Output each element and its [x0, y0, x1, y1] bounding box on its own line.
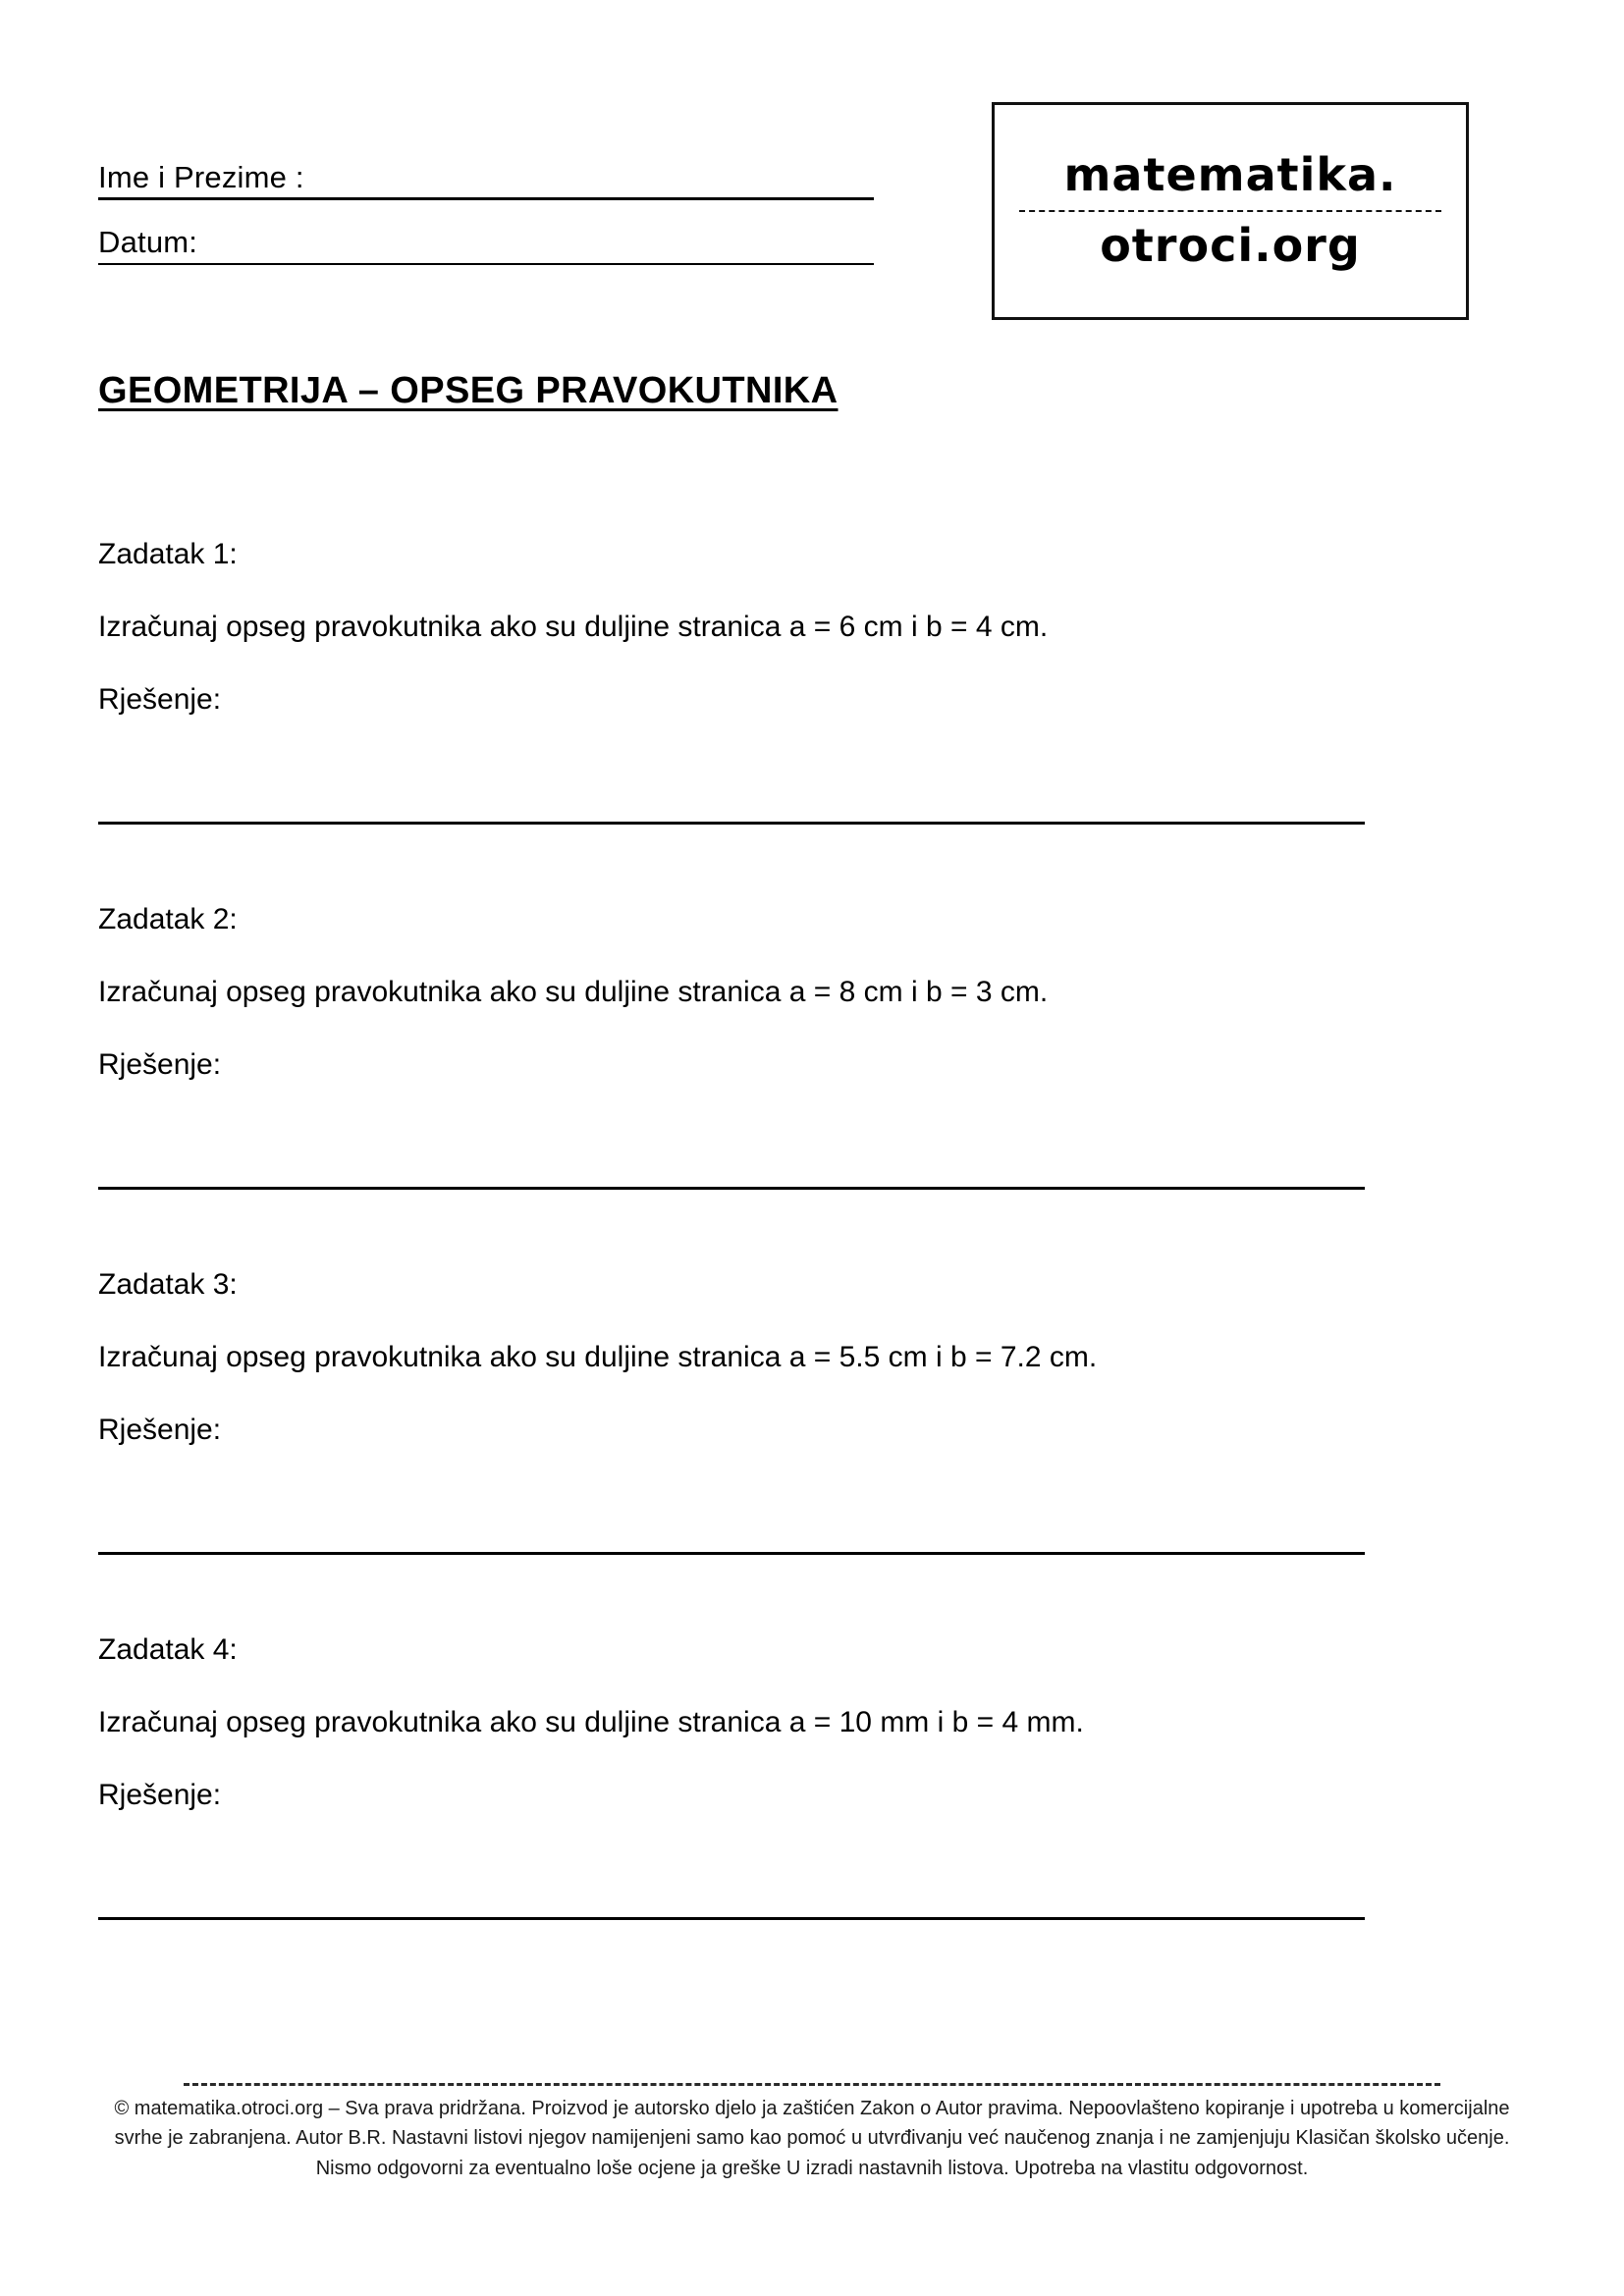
task-solution-label: Rješenje: — [98, 1048, 222, 1081]
footer-divider — [184, 2083, 1440, 2086]
task-solution-label: Rješenje: — [98, 683, 222, 716]
page-title: GEOMETRIJA – OPSEG PRAVOKUTNIKA — [98, 370, 839, 412]
name-field-label: Ime i Prezime : — [98, 160, 304, 194]
logo-line-primary: matematika. — [1063, 148, 1397, 202]
logo-divider — [1019, 210, 1441, 212]
task-solution-label: Rješenje: — [98, 1779, 222, 1811]
task-question-text: Izračunaj opseg pravokutnika ako su duljine stranica a = 6 cm i b = 4 cm. — [98, 611, 1049, 643]
name-field-writing-line[interactable] — [98, 197, 874, 200]
task-answer-line[interactable] — [98, 1917, 1365, 1920]
task-number-label: Zadatak 2: — [98, 903, 238, 935]
task-item — [98, 530, 1473, 895]
task-answer-line[interactable] — [98, 822, 1365, 825]
task-number-label: Zadatak 4: — [98, 1633, 238, 1666]
task-number-label: Zadatak 3: — [98, 1268, 238, 1301]
date-field-label: Datum: — [98, 225, 198, 259]
task-question-text: Izračunaj opseg pravokutnika ako su duljine stranica a = 5.5 cm i b = 7.2 cm. — [98, 1341, 1098, 1373]
copyright-line-2: svrhe je zabranjena. Autor B.R. Nastavni listovi njegov namijenjeni samo kao pomoć u utvrđivanju već naučenog znanja i ne zamjenjuju Klasičan školsko učenje. — [114, 2127, 1510, 2150]
copyright-line-1: © matematika.otroci.org – Sva prava pridržana. Proizvod je autorsko djelo ja zaštićen Zakon o Autor pravima. Nepoovlašteno kopiranje i upotreba u komercijalne — [114, 2098, 1510, 2119]
date-field-writing-line[interactable] — [98, 263, 874, 265]
task-answer-line[interactable] — [98, 1187, 1365, 1190]
logo-line-secondary: otroci.org — [1100, 219, 1361, 272]
task-number-label: Zadatak 1: — [98, 538, 238, 570]
task-question-text: Izračunaj opseg pravokutnika ako su duljine stranica a = 10 mm i b = 4 mm. — [98, 1706, 1084, 1738]
task-item — [98, 895, 1473, 1260]
name-field-row — [98, 137, 884, 202]
site-logo-box — [992, 102, 1469, 320]
copyright-line-3: Nismo odgovorni za eventualno loše ocjene ja greške U izradi nastavnih listova. Upotreba na vlastitu odgovornost. — [315, 2157, 1309, 2179]
task-solution-label: Rješenje: — [98, 1414, 222, 1446]
date-field-row — [98, 202, 884, 267]
copyright-notice — [76, 2094, 1548, 2183]
page-footer — [0, 2083, 1624, 2183]
task-list — [98, 530, 1473, 1991]
task-item — [98, 1626, 1473, 1991]
student-identity-fields — [98, 137, 884, 267]
task-answer-line[interactable] — [98, 1552, 1365, 1555]
task-question-text: Izračunaj opseg pravokutnika ako su duljine stranica a = 8 cm i b = 3 cm. — [98, 976, 1049, 1008]
task-item — [98, 1260, 1473, 1626]
